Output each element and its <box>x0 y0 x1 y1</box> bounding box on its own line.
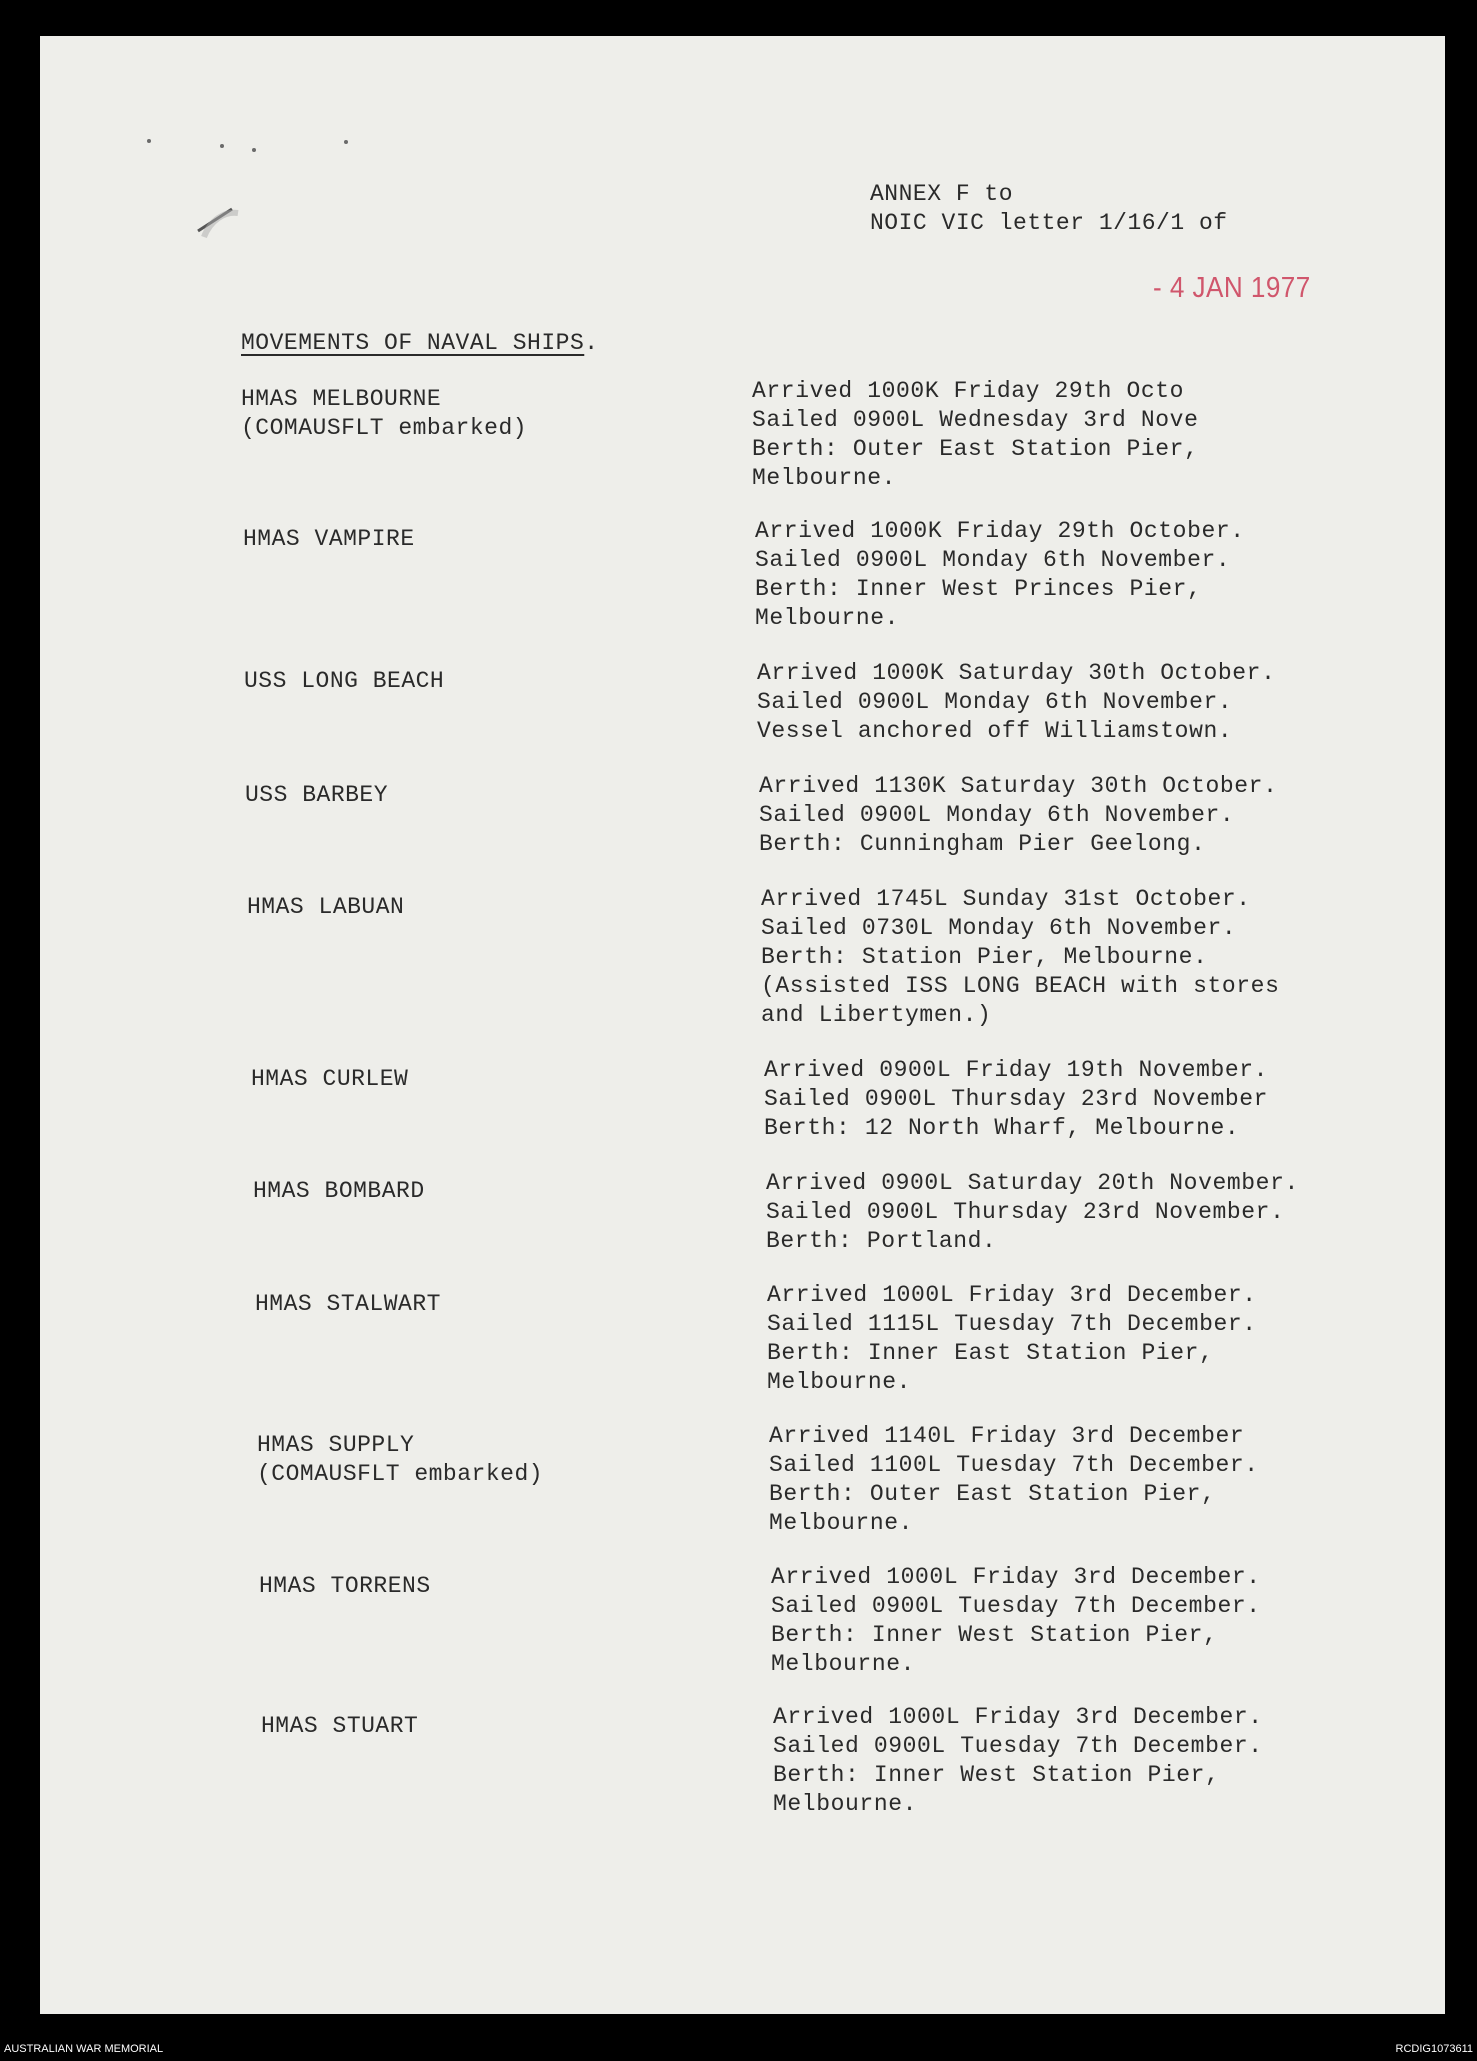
ship-movement-details <box>755 517 1245 633</box>
ship-movement-details <box>771 1563 1261 1679</box>
detail-line: Berth: Inner West Princes Pier, <box>755 576 1202 602</box>
ship-name-block <box>261 1712 418 1741</box>
detail-line: Sailed 0730L Monday 6th November. <box>761 915 1237 941</box>
annex-line-2: NOIC VIC letter 1/16/1 of <box>870 210 1228 236</box>
detail-line: Arrived 1000K Friday 29th October. <box>755 518 1245 544</box>
ship-movement-details <box>764 1056 1268 1143</box>
detail-line: Melbourne. <box>771 1651 916 1677</box>
punch-mark <box>252 148 256 152</box>
detail-line: Berth: Station Pier, Melbourne. <box>761 944 1208 970</box>
ship-name: HMAS STALWART <box>255 1291 441 1317</box>
punch-mark <box>344 140 348 144</box>
detail-line: Berth: 12 North Wharf, Melbourne. <box>764 1115 1240 1141</box>
ship-name: HMAS BOMBARD <box>253 1178 425 1204</box>
detail-line: Arrived 1000K Saturday 30th October. <box>757 660 1276 686</box>
punch-mark <box>220 144 224 148</box>
detail-line: Sailed 1100L Tuesday 7th December. <box>769 1452 1259 1478</box>
ship-name-block <box>245 781 388 810</box>
detail-line: Melbourne. <box>755 605 900 631</box>
ship-name-block <box>241 385 527 443</box>
detail-line: Arrived 1000K Friday 29th Octo <box>752 378 1185 404</box>
detail-line: Sailed 0900L Monday 6th November. <box>759 802 1235 828</box>
ship-name-block <box>257 1431 543 1489</box>
detail-line: Berth: Inner East Station Pier, <box>767 1340 1214 1366</box>
ship-name-block <box>244 667 444 696</box>
punch-mark <box>147 139 151 143</box>
ship-name: HMAS TORRENS <box>259 1573 431 1599</box>
ship-name-block <box>259 1572 431 1601</box>
ship-name: HMAS LABUAN <box>247 894 405 920</box>
ship-name: HMAS VAMPIRE <box>243 526 415 552</box>
detail-line: Arrived 1000L Friday 3rd December. <box>767 1282 1257 1308</box>
detail-line: Berth: Outer East Station Pier, <box>769 1481 1216 1507</box>
detail-line: Arrived 1745L Sunday 31st October. <box>761 886 1251 912</box>
detail-line: Melbourne. <box>769 1510 914 1536</box>
staple-mark-icon <box>190 191 250 251</box>
ship-name: HMAS STUART <box>261 1713 419 1739</box>
ship-name-block <box>251 1065 408 1094</box>
detail-line: Arrived 1140L Friday 3rd December <box>769 1423 1245 1449</box>
date-stamp: - 4 JAN 1977 <box>1153 272 1311 304</box>
detail-line: Sailed 0900L Tuesday 7th December. <box>771 1593 1261 1619</box>
annex-reference <box>870 180 1228 238</box>
footer-record-id: RCDIG1073611 <box>1395 2043 1473 2055</box>
detail-line: and Libertymen.) <box>761 1002 992 1028</box>
detail-line: Arrived 1000L Friday 3rd December. <box>773 1704 1263 1730</box>
ship-note: (COMAUSFLT embarked) <box>257 1461 544 1487</box>
ship-movement-details <box>767 1281 1257 1397</box>
ship-movement-details <box>766 1169 1299 1256</box>
ship-movement-details <box>773 1703 1263 1819</box>
detail-line: Sailed 0900L Monday 6th November. <box>755 547 1231 573</box>
detail-line: Sailed 1115L Tuesday 7th December. <box>767 1311 1257 1337</box>
heading-period: . <box>584 330 599 356</box>
ship-note: (COMAUSFLT embarked) <box>241 415 528 441</box>
ship-movement-details <box>757 659 1275 746</box>
detail-line: Berth: Portland. <box>766 1228 997 1254</box>
detail-line: Sailed 0900L Tuesday 7th December. <box>773 1733 1263 1759</box>
ship-name: USS LONG BEACH <box>244 668 445 694</box>
detail-line: Arrived 0900L Friday 19th November. <box>764 1057 1269 1083</box>
detail-line: Melbourne. <box>767 1369 912 1395</box>
ship-movement-details <box>769 1422 1259 1538</box>
detail-line: Sailed 0900L Thursday 23rd November. <box>766 1199 1285 1225</box>
detail-line: Arrived 1130K Saturday 30th October. <box>759 773 1278 799</box>
detail-line: Berth: Outer East Station Pier, <box>752 436 1199 462</box>
ship-name: HMAS CURLEW <box>251 1066 409 1092</box>
ship-movement-details <box>761 885 1279 1030</box>
annex-line-1: ANNEX F to <box>870 181 1014 207</box>
ship-name: HMAS SUPPLY <box>257 1432 415 1458</box>
ship-name-block <box>255 1290 441 1319</box>
detail-line: Sailed 0900L Thursday 23rd November <box>764 1086 1269 1112</box>
ship-movement-details <box>752 377 1198 493</box>
detail-line: Berth: Cunningham Pier Geelong. <box>759 831 1206 857</box>
detail-line: Sailed 0900L Monday 6th November. <box>757 689 1233 715</box>
detail-line: Vessel anchored off Williamstown. <box>757 718 1233 744</box>
detail-line: Melbourne. <box>773 1791 918 1817</box>
detail-line: Berth: Inner West Station Pier, <box>771 1622 1218 1648</box>
detail-line: Arrived 0900L Saturday 20th November. <box>766 1170 1299 1196</box>
detail-line: Melbourne. <box>752 465 897 491</box>
ship-name-block <box>253 1177 425 1206</box>
ship-name-block <box>247 893 404 922</box>
page-heading <box>241 330 599 356</box>
detail-line: Sailed 0900L Wednesday 3rd Nove <box>752 407 1199 433</box>
footer-institution: AUSTRALIAN WAR MEMORIAL <box>4 2043 164 2055</box>
ship-name: USS BARBEY <box>245 782 389 808</box>
detail-line: Arrived 1000L Friday 3rd December. <box>771 1564 1261 1590</box>
ship-name: HMAS MELBOURNE <box>241 386 442 412</box>
detail-line: Berth: Inner West Station Pier, <box>773 1762 1220 1788</box>
heading-text: MOVEMENTS OF NAVAL SHIPS <box>241 330 585 356</box>
ship-name-block <box>243 525 415 554</box>
detail-line: (Assisted ISS LONG BEACH with stores <box>761 973 1280 999</box>
ship-movement-details <box>759 772 1277 859</box>
